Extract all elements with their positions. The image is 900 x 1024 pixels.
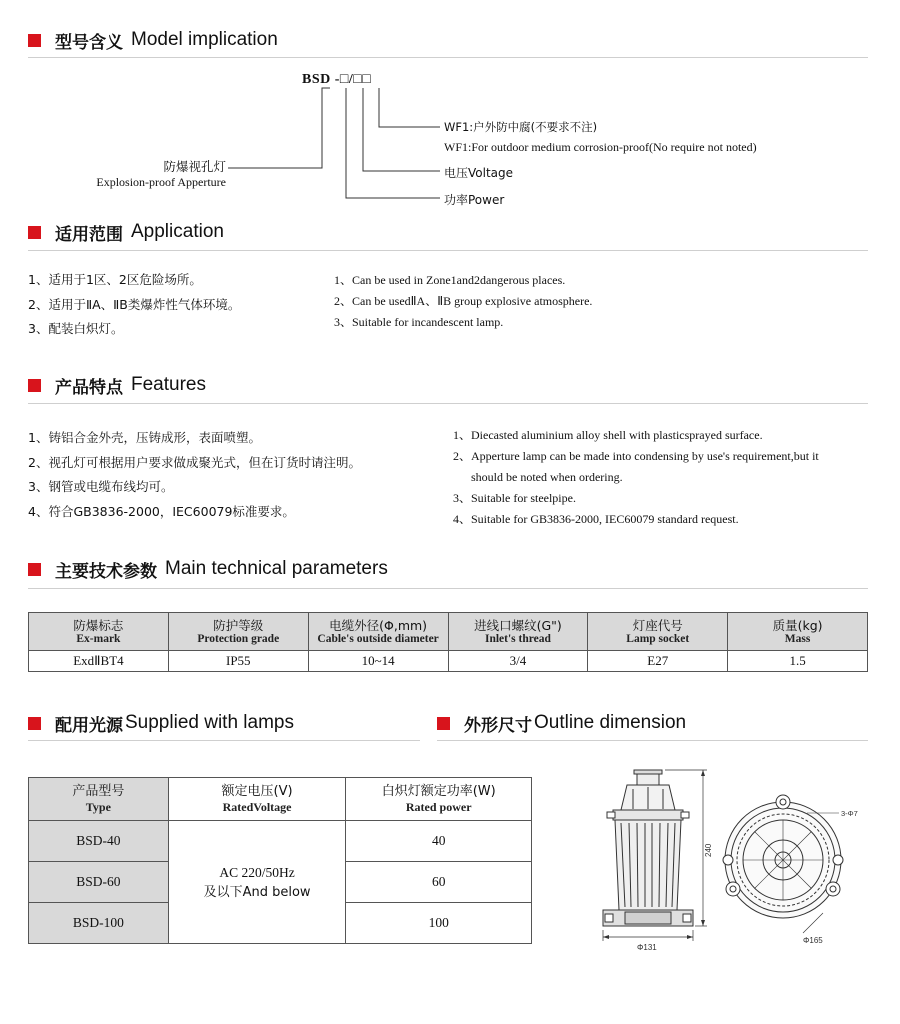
height-label: 240 — [704, 843, 713, 857]
outline-drawing — [585, 765, 875, 955]
list-item: 1、Can be used in Zone1and2dangerous places. — [334, 273, 566, 287]
model-wf1-zh: WF1:户外防中腐(不要求不注) — [444, 120, 598, 134]
list-item: 2、Apperture lamp can be made into condensing by use's requirement,but it — [453, 449, 819, 463]
section-title-zh: 适用范围 — [55, 224, 123, 245]
application-list-en — [334, 270, 592, 333]
section-lamps-heading — [28, 710, 294, 736]
list-item: 1、Diecasted aluminium alloy shell with plasticsprayed surface. — [453, 428, 763, 442]
list-item: 2、适用于ⅡA、ⅡB类爆炸性气体环境。 — [28, 296, 241, 312]
table-cell: 3/4 — [448, 651, 588, 672]
circle-diameter-label: Φ165 — [803, 936, 823, 945]
table-header-cell: 产品型号 Type — [29, 778, 169, 821]
list-item: 4、符合GB3836-2000，IEC60079标准要求。 — [28, 503, 295, 519]
divider — [28, 740, 420, 741]
divider — [28, 588, 868, 589]
section-params-heading — [28, 556, 388, 582]
section-application-heading — [28, 219, 224, 245]
section-title-en: Main technical parameters — [165, 558, 388, 579]
voltage-line: AC 220/50Hz — [219, 864, 295, 880]
section-title-zh: 型号含义 — [55, 32, 123, 53]
table-header-cell: 白炽灯额定功率(W) Rated power — [346, 778, 532, 821]
red-square-icon — [28, 226, 41, 239]
list-item: 1、铸铝合金外壳，压铸成形，表面喷塑。 — [28, 430, 261, 445]
model-name-en: Explosion-proof Apperture — [96, 175, 226, 189]
section-title-en: Application — [131, 221, 224, 242]
list-item: 3、Suitable for incandescent lamp. — [334, 315, 504, 329]
section-outline-heading — [437, 710, 686, 736]
table-cell: BSD-100 — [29, 903, 169, 944]
table-header-cell: 额定电压(V) RatedVoltage — [168, 778, 346, 821]
red-square-icon — [28, 379, 41, 392]
table-header-cell: 防爆标志 Ex-mark — [29, 613, 169, 651]
section-title-en: Model implication — [131, 29, 278, 50]
model-wf1-en: WF1:For outdoor medium corrosion-proof(No require not noted) — [444, 140, 757, 154]
section-features-heading — [28, 372, 206, 398]
section-title-en: Features — [131, 374, 206, 395]
red-square-icon — [437, 717, 450, 730]
table-header-cell: 电缆外径(Φ,mm) Cable's outside diameter — [308, 613, 448, 651]
features-list-en — [453, 425, 819, 530]
list-item: 2、视孔灯可根据用户要求做成聚光式，但在订货时请注明。 — [28, 454, 361, 470]
section-title-zh: 外形尺寸 — [464, 715, 532, 736]
section-title-zh: 产品特点 — [55, 377, 123, 398]
features-list-zh — [28, 426, 361, 524]
red-square-icon — [28, 563, 41, 576]
table-header-cell: 进线口螺纹(G") Inlet's thread — [448, 613, 588, 651]
model-power: 功率Power — [444, 193, 505, 207]
table-cell: IP55 — [168, 651, 308, 672]
list-item: 2、Can be usedⅡA、ⅡB group explosive atmosphere. — [334, 294, 593, 308]
table-header-row — [29, 613, 868, 651]
table-row — [29, 821, 532, 862]
table-cell: BSD-40 — [29, 821, 169, 862]
voltage-line: 及以下And below — [203, 884, 311, 900]
table-cell: BSD-60 — [29, 862, 169, 903]
divider — [437, 740, 868, 741]
params-table — [28, 612, 868, 672]
table-header-cell: 灯座代号 Lamp socket — [588, 613, 728, 651]
model-name-zh: 防爆视孔灯 — [163, 159, 226, 174]
list-item: 3、配装白炽灯。 — [28, 321, 124, 336]
section-title-zh: 配用光源 — [55, 715, 123, 736]
table-header-row — [29, 778, 532, 821]
table-header-cell: 防护等级 Protection grade — [168, 613, 308, 651]
list-item: 1、适用于1区、2区危险场所。 — [28, 272, 202, 287]
divider — [28, 250, 868, 251]
divider — [28, 403, 868, 404]
model-code: BSD -□/□□ — [302, 72, 372, 87]
model-voltage: 电压Voltage — [444, 166, 514, 180]
table-cell: 1.5 — [728, 651, 868, 672]
red-square-icon — [28, 717, 41, 730]
list-item: should be noted when ordering. — [471, 470, 623, 484]
list-item: 3、钢管或电缆布线均可。 — [28, 479, 174, 494]
table-header-cell: 质量(kg) Mass — [728, 613, 868, 651]
table-cell: 10~14 — [308, 651, 448, 672]
side-view-drawing — [603, 770, 707, 941]
table-cell: 100 — [346, 903, 532, 944]
table-cell: ExdⅡBT4 — [29, 651, 169, 672]
lamps-table — [28, 777, 532, 944]
section-title-zh: 主要技术参数 — [55, 561, 157, 582]
table-cell: 40 — [346, 821, 532, 862]
list-item: 4、Suitable for GB3836-2000, IEC60079 standard request. — [453, 512, 739, 526]
base-diameter-label: Φ131 — [637, 943, 657, 952]
list-item: 3、Suitable for steelpipe. — [453, 491, 576, 505]
section-title-en: Outline dimension — [534, 712, 687, 733]
top-view-drawing — [723, 795, 843, 933]
table-cell-voltage — [168, 821, 346, 944]
table-cell: 60 — [346, 862, 532, 903]
section-title-en: Supplied with lamps — [125, 712, 294, 733]
holes-label: 3-Φ7 — [841, 809, 858, 818]
application-list-zh — [28, 268, 240, 342]
table-cell: E27 — [588, 651, 728, 672]
table-row — [29, 651, 868, 672]
